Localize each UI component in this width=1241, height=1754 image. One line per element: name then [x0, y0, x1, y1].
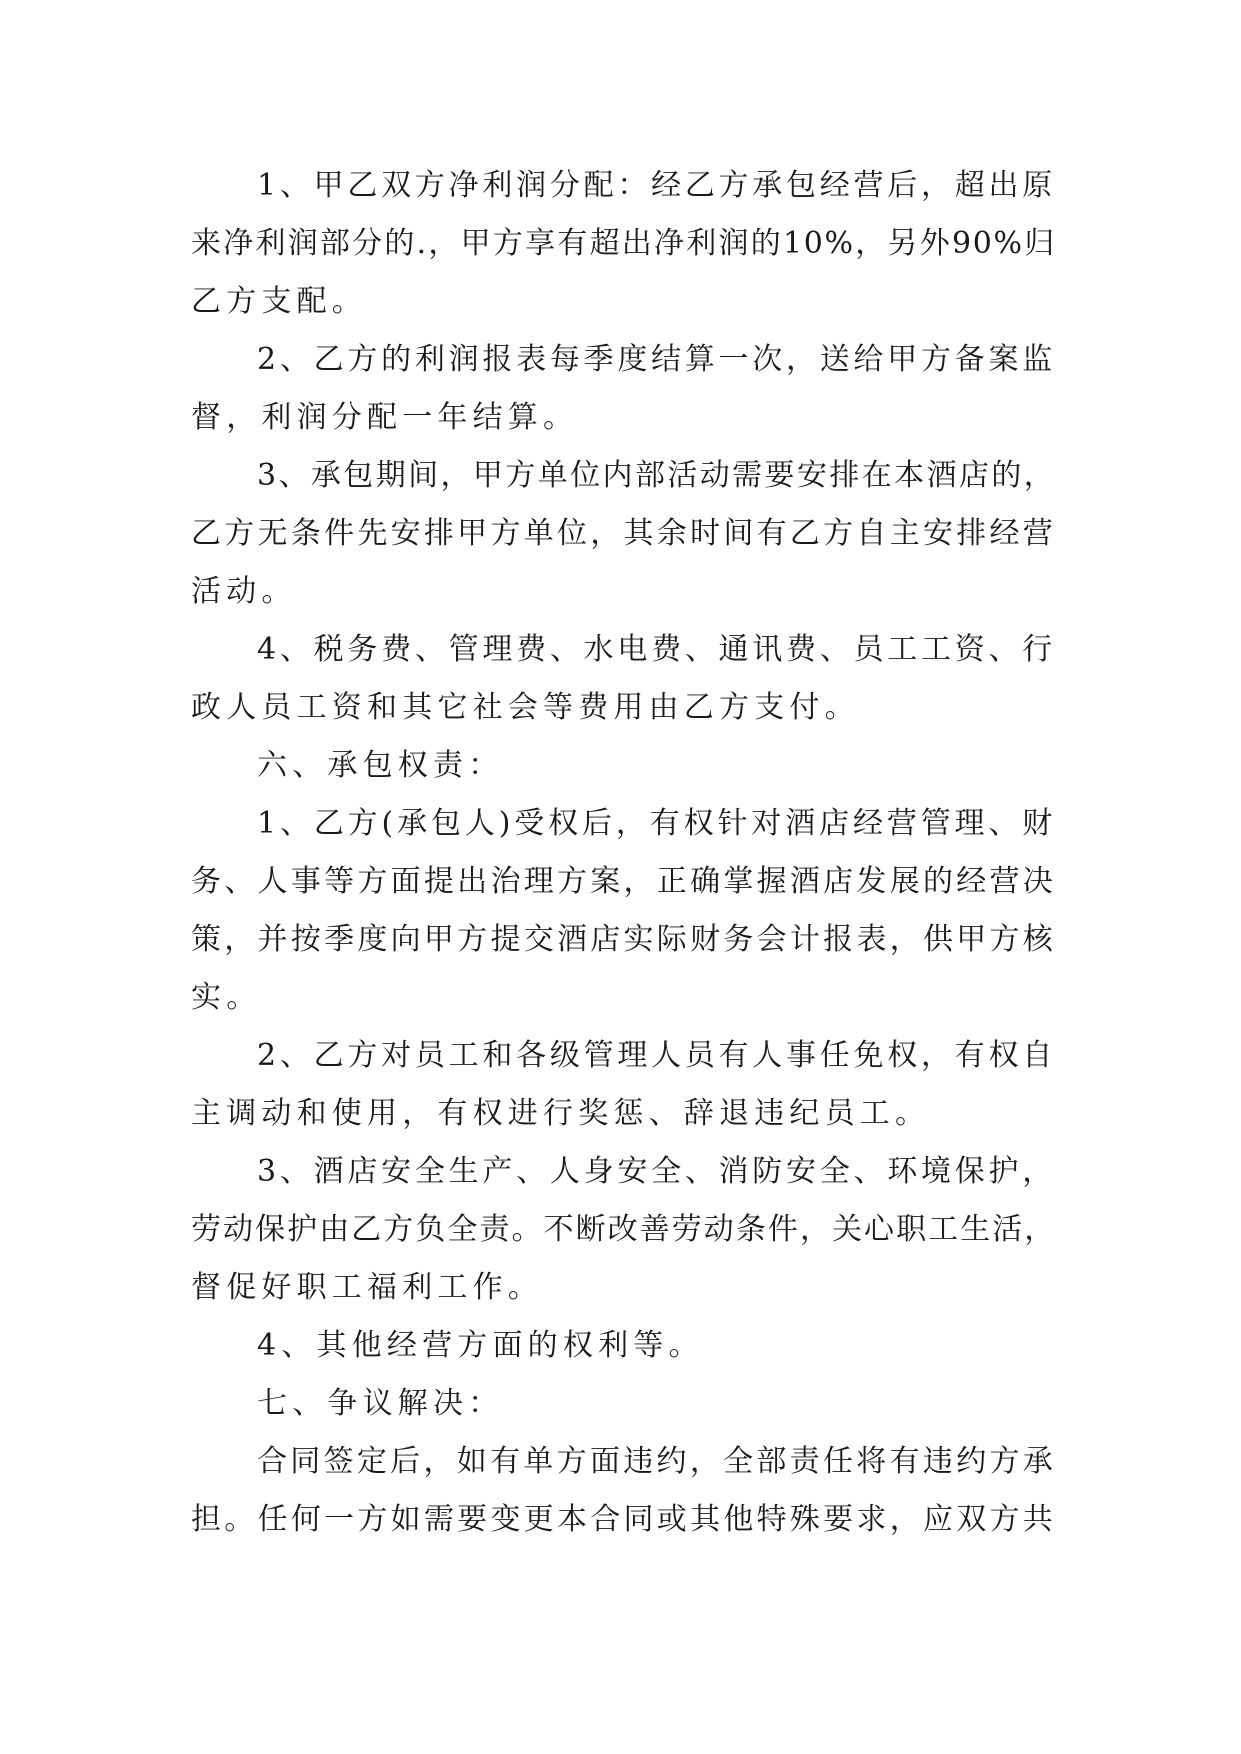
paragraph-internal-activities	[191, 447, 1056, 621]
text-line: 4、其他经营方面的权利等。	[257, 1328, 704, 1363]
text-line: 1、甲乙双方净利润分配：经乙方承包经营后，超出原	[257, 168, 1056, 203]
text-line: 2、乙方对员工和各级管理人员有人事任免权，有权自	[257, 1038, 1056, 1073]
text-line: 来净利润部分的.，甲方享有超出净利润的10%，另外90%归	[191, 226, 1056, 261]
paragraph-dispute-resolution	[191, 1433, 1056, 1549]
text-line: 担。任何一方如需要变更本合同或其他特殊要求，应双方共	[191, 1502, 1056, 1537]
text-line: 主调动和使用，有权进行奖惩、辞退违纪员工。	[191, 1096, 931, 1131]
text-line: 3、酒店安全生产、人身安全、消防安全、环境保护，	[257, 1154, 1056, 1189]
paragraph-other-rights	[191, 1317, 1056, 1375]
paragraph-personnel-rights	[191, 1027, 1056, 1143]
text-line: 乙方支配。	[191, 284, 367, 319]
heading-text: 七、争议解决：	[257, 1386, 504, 1421]
text-line: 督促好职工福利工作。	[191, 1270, 543, 1305]
text-line: 务、人事等方面提出治理方案，正确掌握酒店发展的经营决	[191, 864, 1056, 899]
text-line: 3、承包期间，甲方单位内部活动需要安排在本酒店的，	[257, 458, 1056, 493]
text-line: 4、税务费、管理费、水电费、通讯费、员工工资、行	[257, 632, 1056, 667]
text-line: 活动。	[191, 574, 297, 609]
text-line: 乙方无条件先安排甲方单位，其余时间有乙方自主安排经营	[191, 516, 1056, 551]
text-line: 劳动保护由乙方负全责。不断改善劳动条件，关心职工生活，	[191, 1212, 1056, 1247]
text-line: 政人员工资和其它社会等费用由乙方支付。	[191, 690, 860, 725]
paragraph-fees	[191, 621, 1056, 737]
section-heading-rights	[191, 737, 1056, 795]
text-line: 合同签定后，如有单方面违约，全部责任将有违约方承	[257, 1444, 1056, 1479]
paragraph-management-rights	[191, 795, 1056, 1027]
paragraph-safety	[191, 1143, 1056, 1317]
text-line: 1、乙方(承包人)受权后，有权针对酒店经营管理、财	[257, 806, 1056, 841]
text-line: 2、乙方的利润报表每季度结算一次，送给甲方备案监	[257, 342, 1056, 377]
section-heading-disputes	[191, 1375, 1056, 1433]
paragraph-profit-distribution	[191, 157, 1056, 331]
paragraph-profit-report	[191, 331, 1056, 447]
text-line: 策，并按季度向甲方提交酒店实际财务会计报表，供甲方核	[191, 922, 1056, 957]
document-body	[191, 157, 1056, 1549]
text-line: 督，利润分配一年结算。	[191, 400, 579, 435]
heading-text: 六、承包权责：	[257, 748, 504, 783]
text-line: 实。	[191, 980, 262, 1015]
